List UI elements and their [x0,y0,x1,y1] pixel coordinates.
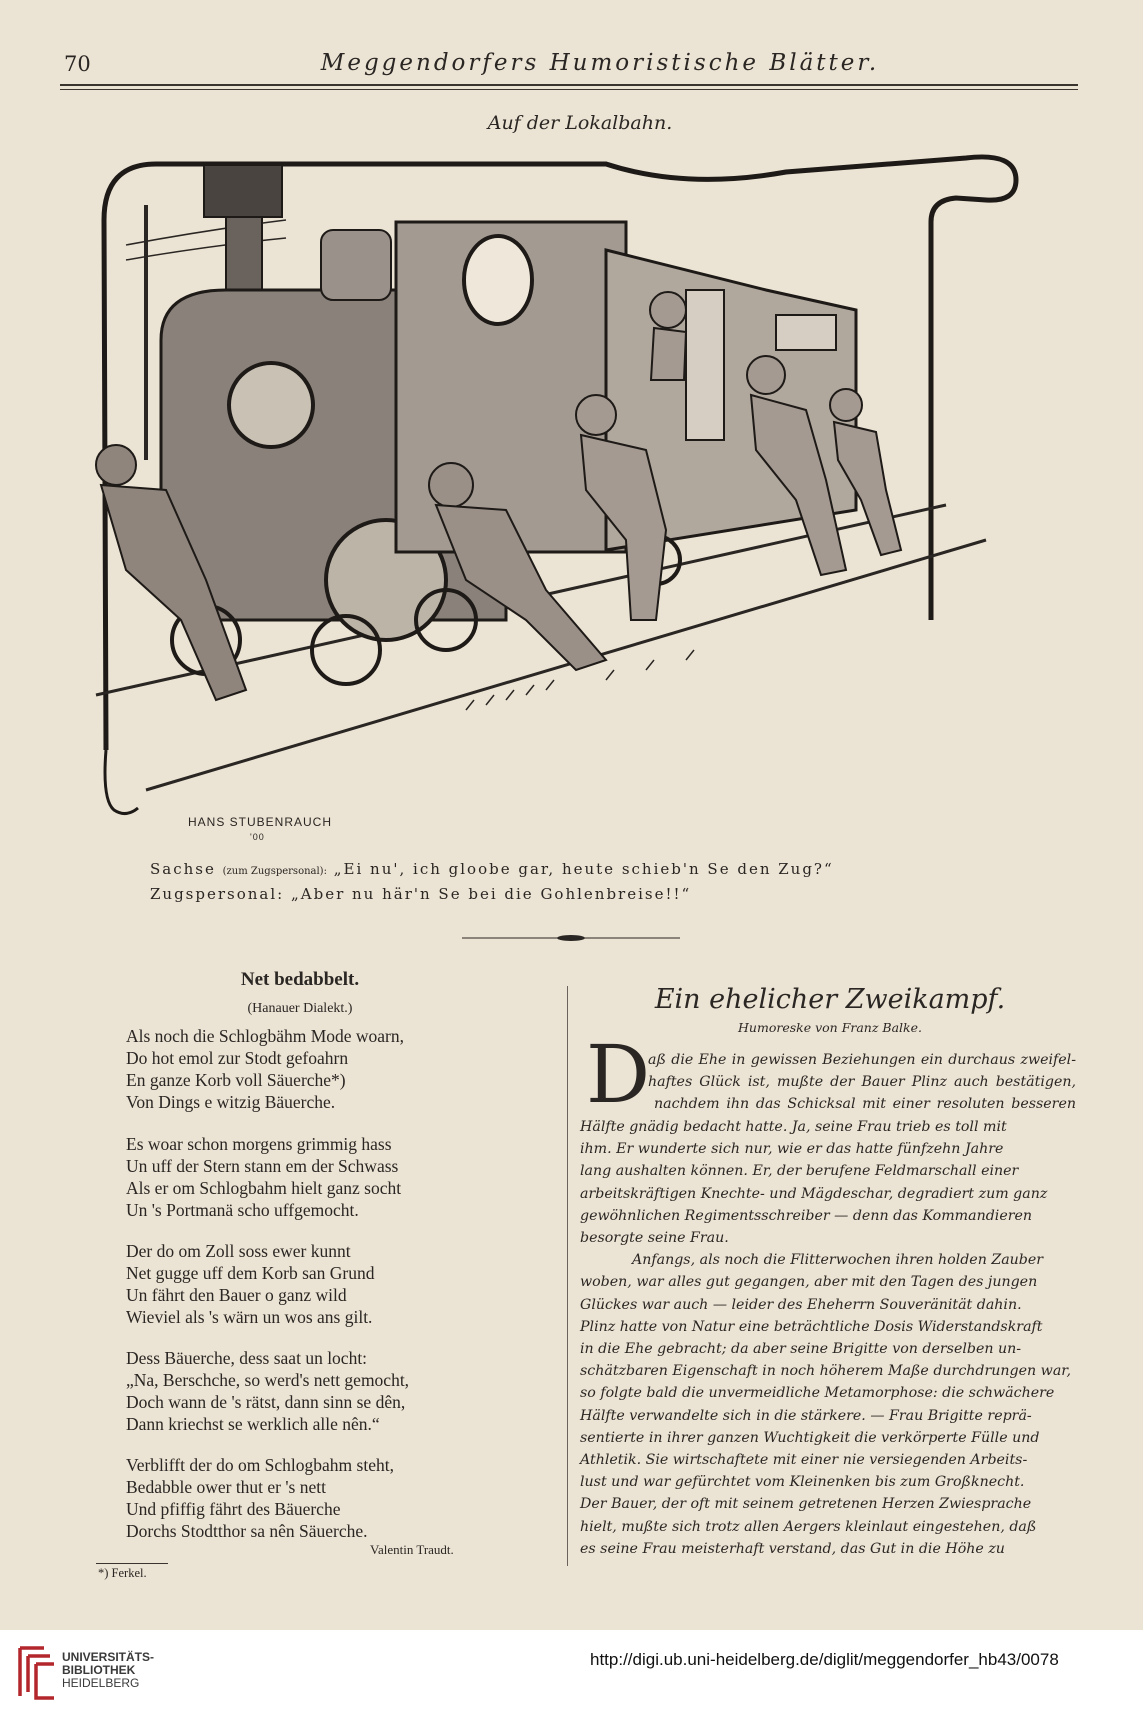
cab-window [464,236,532,324]
header-rule-thin [60,89,1078,90]
verse-line: Der do om Zoll soss ewer kunnt [126,1241,351,1261]
illustration-caption [150,858,1050,905]
verse-line: Bedabble ower thut er 's nett [126,1477,326,1497]
header-rule [60,84,1078,86]
story-line: Hälfte verwandelte sich in die stärkere. — Frau Brigitte reprä- [580,1407,1032,1424]
illustration-title: Auf der Lokalbahn. [487,112,673,134]
caption-line-2: Zugspersonal: „Aber nu här'n Se bei die Gohlenbreise!!“ [150,885,692,903]
artist-signature: HANS STUBENRAUCH '00 [188,815,333,842]
verse-line: Do hot emol zur Stodt gefoahrn [126,1048,349,1068]
verse-line: Es woar schon morgens grimmig hass [126,1134,392,1154]
footnote: *) Ferkel. [98,1566,147,1580]
story-line: hielt, mußte sich trotz allen Aergers kleinlaut eingestehen, daß [580,1518,1037,1535]
verse-line: Wieviel als 's wärn un wos ans gilt. [126,1307,373,1327]
story-line: Hälfte gnädig bedacht hatte. Ja, seine Frau trieb es toll mit [580,1119,1007,1135]
poem-author: Valentin Traudt. [370,1542,454,1557]
story-byline: Humoreske von Franz Balke. [738,1020,922,1035]
library-name: UNIVERSITÄTS- BIBLIOTHEK HEIDELBERG [62,1650,155,1690]
story-line: so folgte bald die unvermeidliche Metamorphose: die schwächere [580,1385,1055,1402]
story-line: es seine Frau meisterhaft verstand, das Gut in die Höhe zu [580,1540,1005,1557]
verse-line: Un 's Portmanä scho uffgemocht. [126,1200,359,1220]
page-number: 70 [64,52,91,76]
verse-line: „Na, Berschche, so werd's nett gemocht, [126,1370,410,1390]
poem-title: Net bedabbelt. [240,969,360,990]
story-line: schätzbaren Eigenschaft in noch höherem Maße durchdrungen war, [580,1363,1072,1380]
poem-stanza [126,1347,506,1435]
verse-line: Doch wann de 's rätst, dann sinn se dên, [126,1392,406,1412]
verse-line: En ganze Korb voll Säuerche*) [126,1070,346,1090]
story-title: Ein ehelicher Zweikampf. [654,984,1006,1015]
verse-line: Als er om Schlogbahm hielt ganz socht [126,1178,402,1198]
story-line: Athletik. Sie wirtschaftete mit einer nie versiegenden Arbeits- [580,1452,1028,1469]
verse-line: Verblifft der do om Schlogbahm steht, [126,1455,394,1475]
verse-line: Von Dings e witzig Bäuerche. [126,1092,336,1112]
story-line: besorgte seine Frau. [580,1230,729,1247]
ornamental-divider [462,935,680,941]
caption-line-1: Sachse (zum Zugspersonal): „Ei nu', ich gloobe gar, heute schieb'n Se den Zug?“ [150,860,834,878]
story-line: sentierte in ihrer ganzen Wuchtigkeit die verkörperte Fülle und [580,1429,1040,1446]
verse-line: Dorchs Stodtthor sa nên Säuerche. [126,1521,368,1541]
story-line: aß die Ehe in gewissen Beziehungen ein durchaus zweifel- [648,1052,1076,1068]
story-line: in die Ehe gebracht; da aber seine Brigitte von derselben un- [580,1341,1022,1358]
poem-stanza [126,1133,506,1221]
locomotive-illustration [86,150,1062,850]
smokestack [204,165,282,217]
verse-line: Als noch die Schlogbähm Mode woarn, [126,1026,405,1046]
drop-cap: D [586,1028,651,1121]
story-body [580,1116,1076,1560]
source-url-link[interactable]: http://digi.ub.uni-heidelberg.de/diglit/meggendorfer_hb43/0078 [590,1650,1059,1669]
library-footer [0,1630,1143,1714]
verse-line: Un fährt den Bauer o ganz wild [126,1285,347,1305]
poem-stanza [126,1454,506,1542]
figure-passenger-window [650,292,686,380]
story-line: Plinz hatte von Natur eine beträchtliche Dosis Widerstandskraft [580,1318,1043,1335]
verse-line: Dess Bäuerche, dess saat un locht: [126,1348,368,1368]
car-window-barred [776,315,836,350]
story-line: Der Bauer, der oft mit seinem getretenen Herzen Zwiesprache [580,1496,1032,1513]
headlamp [229,363,313,447]
running-title: Meggendorfers Humoristische Blätter. [320,50,880,76]
story-line: lang aushalten können. Er, der berufene Feldmarschall einer [580,1163,1019,1180]
verse-line: Net gugge uff dem Korb san Grund [126,1263,375,1283]
story-line: lust und war gefürchtet vom Kleinenken bis zum Großknecht. [580,1474,1025,1491]
footnote-rule [96,1563,168,1564]
verse-line: Dann kriechst se werklich alle nên.“ [126,1414,380,1434]
story-line: gewöhnlichen Regimentsschreiber — denn das Kommandieren [580,1207,1033,1224]
story-line: Glückes war auch — leider des Eheherrn Souveränität dahin. [580,1296,1022,1313]
story-line: ihm. Er wunderte sich nur, wie er das hatte fünfzehn Jahre [580,1141,1004,1158]
story-line: haftes Glück ist, mußte der Bauer Plinz auch bestätigen, [648,1074,1076,1091]
story-line: Anfangs, als noch die Flitterwochen ihren holden Zauber [632,1252,1044,1269]
story-line: arbeitskräftigen Knechte- und Mägdeschar, degradiert zum ganz [580,1185,1048,1202]
poem-stanza [126,1025,506,1113]
verse-line: Un uff der Stern stann em der Schwass [126,1156,399,1176]
smokestack-pipe [226,217,262,297]
story-opening-lines [648,1049,1076,1116]
library-logo-icon [14,1642,58,1702]
poem-subtitle: (Hanauer Dialekt.) [247,1001,353,1016]
verse-line: Und pfiffig fährt des Bäuerche [126,1499,341,1519]
car-door [686,290,724,440]
column-rule [567,986,568,1566]
story-line: woben, war alles gut gegangen, aber mit den Tagen des jungen [580,1274,1038,1291]
poem-stanza [126,1240,506,1328]
steam-dome [321,230,391,300]
story-line: nachdem ihn das Schicksal mit einer resoluten besseren [654,1096,1076,1113]
frame-curl [105,750,138,814]
